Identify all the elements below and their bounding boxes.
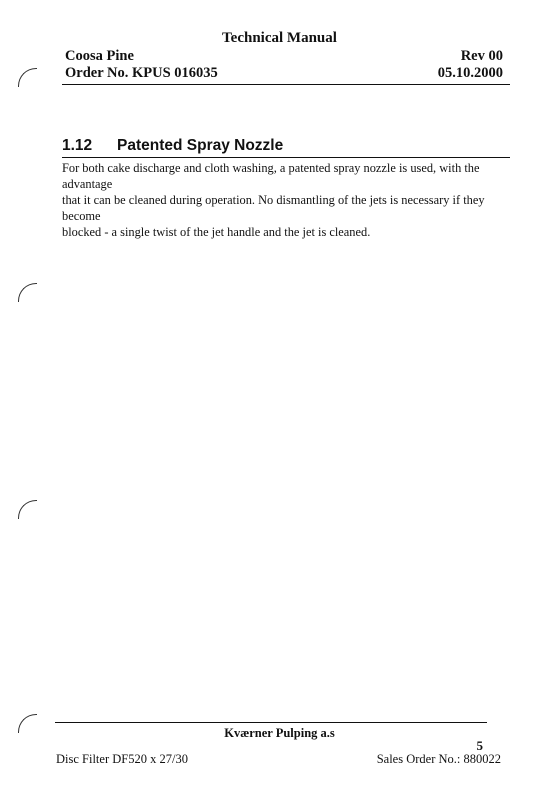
header-left-block xyxy=(65,48,218,82)
binder-hole-mark xyxy=(18,500,37,519)
binder-hole-mark xyxy=(18,283,37,302)
body-line: For both cake discharge and cloth washing, a patented spray nozzle is used, with the advantage xyxy=(62,161,480,191)
binder-hole-mark xyxy=(18,68,37,87)
page-number: 5 xyxy=(476,738,483,753)
company-name: Coosa Pine xyxy=(65,48,134,64)
footer-doc-ref: Disc Filter DF520 x 27/30 xyxy=(56,752,188,766)
header-right-block xyxy=(438,48,503,82)
header-divider xyxy=(62,84,510,85)
section-body xyxy=(62,160,512,240)
document-date: 05.10.2000 xyxy=(437,65,503,81)
footer-company: Kværner Pulping a.s xyxy=(224,726,335,740)
body-line: that it can be cleaned during operation. No dismantling of the jets is necessary if they become xyxy=(62,193,485,223)
order-number: Order No. KPUS 016035 xyxy=(65,65,218,81)
document-title: Technical Manual xyxy=(222,30,337,46)
revision: Rev 00 xyxy=(460,48,503,64)
footer-divider xyxy=(55,722,487,723)
section-number: 1.12 xyxy=(62,137,93,154)
body-line: blocked - a single twist of the jet handle and the jet is cleaned. xyxy=(62,225,371,239)
section-heading xyxy=(62,137,510,158)
section-title: Patented Spray Nozzle xyxy=(117,137,284,154)
footer-sales-order: Sales Order No.: 880022 xyxy=(376,752,501,766)
